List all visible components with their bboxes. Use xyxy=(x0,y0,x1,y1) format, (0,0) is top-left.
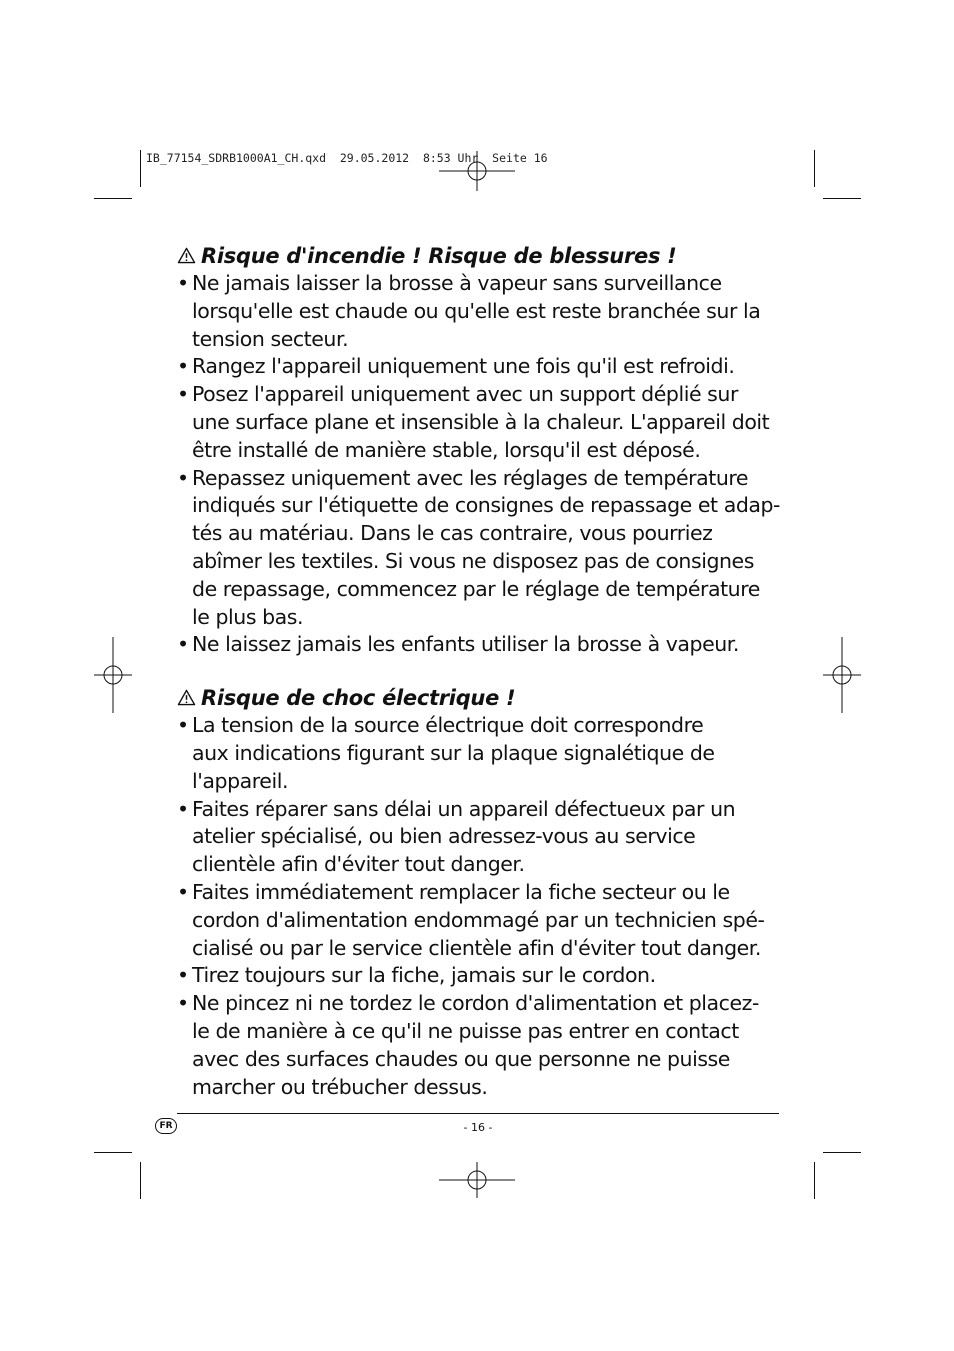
print-slug: IB_77154_SDRB1000A1_CH.qxd 29.05.2012 8:53 Uhr Seite 16 xyxy=(146,151,548,165)
section-heading xyxy=(177,242,783,270)
list-item xyxy=(177,879,783,962)
list-item-line: lorsqu'elle est chaude ou qu'elle est reste branchée sur la xyxy=(192,298,761,323)
list-item-line: Ne laissez jamais les enfants utiliser la brosse à vapeur. xyxy=(192,632,739,657)
list-item-line: Repassez uniquement avec les réglages de température xyxy=(192,465,749,490)
list-item-line: de repassage, commencez par le réglage de température xyxy=(192,576,760,601)
bullet-list xyxy=(177,712,783,1101)
list-item-line: Ne jamais laisser la brosse à vapeur sans surveillance xyxy=(192,271,722,295)
list-item-line: le plus bas. xyxy=(192,604,304,629)
section-heading-text: Risque de choc électrique ! xyxy=(201,686,516,711)
list-item-line: une surface plane et insensible à la chaleur. L'appareil doit xyxy=(192,409,770,434)
bullet-point: • xyxy=(177,713,189,738)
safety-instructions xyxy=(177,242,783,1101)
page-number: - 16 - xyxy=(463,1121,493,1134)
list-item xyxy=(177,796,783,879)
list-item-line: abîmer les textiles. Si vous ne disposez pas de consignes xyxy=(192,548,754,573)
list-item xyxy=(177,631,783,659)
bullet-point: • xyxy=(177,465,189,490)
section-fire-injury xyxy=(177,242,783,659)
registration-mark-icon xyxy=(823,637,861,713)
registration-mark-icon xyxy=(439,1162,515,1198)
warning-triangle-icon xyxy=(177,247,196,264)
list-item xyxy=(177,990,783,1101)
warning-triangle-icon xyxy=(177,689,196,706)
bullet-point: • xyxy=(177,382,189,407)
section-heading-text: Risque d'incendie ! Risque de blessures ! xyxy=(201,244,677,268)
list-item-line: avec des surfaces chaudes ou que personne ne puisse xyxy=(192,1046,730,1071)
list-item-line: Faites immédiatement remplacer la fiche secteur ou le xyxy=(192,879,730,904)
list-item-line: Tirez toujours sur la fiche, jamais sur le cordon. xyxy=(192,963,656,988)
list-item-line: cordon d'alimentation endommagé par un technicien spé- xyxy=(192,907,765,932)
list-item xyxy=(177,353,783,381)
list-item xyxy=(177,962,783,990)
list-item-line: tés au matériau. Dans le cas contraire, vous pourriez xyxy=(192,521,713,546)
list-item-line: Rangez l'appareil uniquement une fois qu'il est refroidi. xyxy=(192,354,735,379)
registration-mark-icon xyxy=(439,151,515,191)
list-item-line: l'appareil. xyxy=(192,768,289,793)
bullet-point: • xyxy=(177,632,189,657)
list-item-line: tension secteur. xyxy=(192,326,349,351)
list-item-line: La tension de la source électrique doit correspondre xyxy=(192,713,704,738)
list-item xyxy=(177,465,783,632)
list-item-line: Posez l'appareil uniquement avec un support déplié sur xyxy=(192,382,738,407)
list-item-line: atelier spécialisé, ou bien adressez-vous au service xyxy=(192,824,696,849)
list-item-line: marcher ou trébucher dessus. xyxy=(192,1074,488,1099)
section-electric-shock xyxy=(177,684,783,1101)
bullet-point: • xyxy=(177,879,189,904)
language-badge: FR xyxy=(155,1118,177,1134)
registration-mark-icon xyxy=(94,637,132,713)
bullet-list xyxy=(177,270,783,659)
list-item-line: Faites réparer sans délai un appareil défectueux par un xyxy=(192,796,736,821)
list-item-line: cialisé ou par le service clientèle afin d'éviter tout danger. xyxy=(192,935,761,960)
bullet-point: • xyxy=(177,963,189,988)
list-item xyxy=(177,712,783,795)
list-item-line: indiqués sur l'étiquette de consignes de repassage et adap- xyxy=(192,493,780,518)
bullet-point: • xyxy=(177,796,189,821)
list-item-line: clientèle afin d'éviter tout danger. xyxy=(192,852,525,877)
list-item-line: être installé de manière stable, lorsqu'il est déposé. xyxy=(192,437,701,462)
list-item-line: Ne pincez ni ne tordez le cordon d'alimentation et placez- xyxy=(192,991,759,1016)
list-item xyxy=(177,381,783,464)
bullet-point: • xyxy=(177,991,189,1016)
bullet-point: • xyxy=(177,271,189,295)
section-heading xyxy=(177,684,783,712)
footer-rule xyxy=(177,1113,779,1114)
list-item-line: le de manière à ce qu'il ne puisse pas entrer en contact xyxy=(192,1018,739,1043)
bullet-point: • xyxy=(177,354,189,379)
list-item xyxy=(177,270,783,353)
list-item-line: aux indications figurant sur la plaque signalétique de xyxy=(192,740,715,765)
